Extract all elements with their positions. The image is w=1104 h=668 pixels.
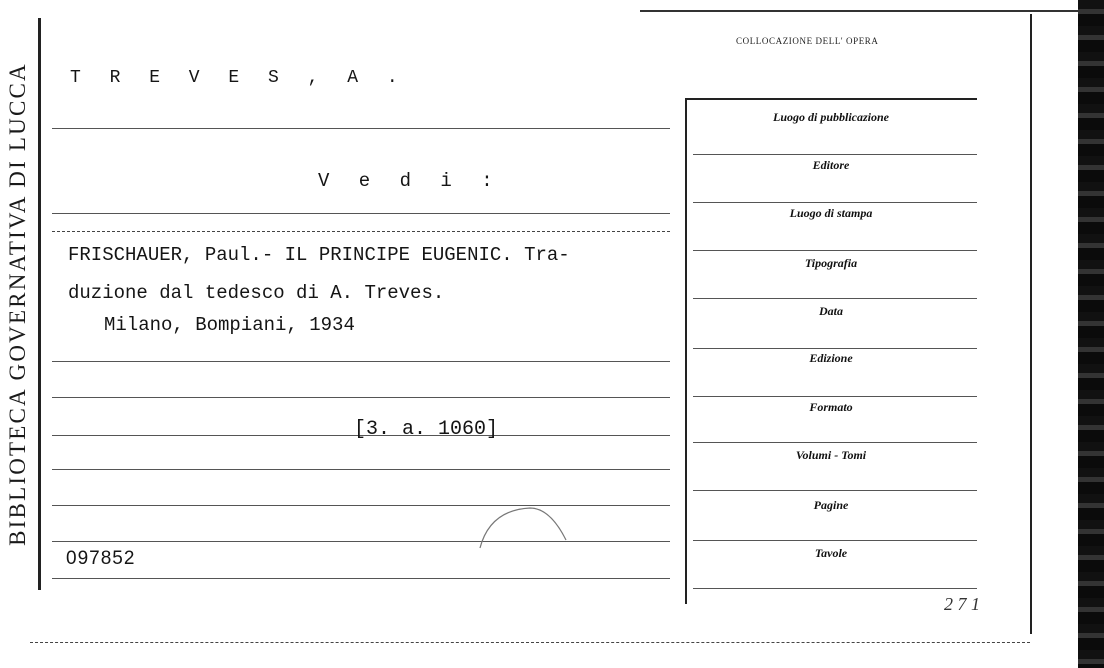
rule	[52, 213, 670, 214]
field-volumi-tomi: Volumi - Tomi	[795, 448, 867, 462]
field-rule	[693, 490, 977, 491]
left-border	[38, 18, 41, 590]
shelfmark: [3. a. 1060]	[354, 418, 499, 441]
entry-line-1: FRISCHAUER, Paul.- IL PRINCIPE EUGENIC. Tra-	[68, 244, 570, 266]
top-border	[640, 10, 1080, 12]
rule	[52, 128, 670, 129]
field-edizione: Edizione	[809, 351, 853, 365]
entry-line-3: Milano, Bompiani, 1934	[104, 314, 355, 336]
library-stamp: BIBLIOTECA GOVERNATIVA DI LUCCA	[5, 62, 30, 546]
collocation-header: COLLOCAZIONE DELL' OPERA	[736, 36, 879, 46]
entry-line-2: duzione dal tedesco di A. Treves.	[68, 282, 445, 304]
field-rule	[693, 396, 977, 397]
field-tavole: Tavole	[814, 546, 848, 560]
field-rule	[693, 348, 977, 349]
field-tipografia: Tipografia	[804, 256, 858, 270]
bibliographic-fields-panel	[685, 98, 977, 608]
rule	[52, 397, 670, 398]
see-reference: V e d i :	[318, 170, 502, 192]
rule	[52, 361, 670, 362]
rule	[52, 469, 670, 470]
field-rule	[693, 540, 977, 541]
heading-author: T R E V E S , A .	[70, 68, 407, 88]
field-data: Data	[819, 304, 843, 318]
inventory-number: 097852	[66, 548, 136, 569]
field-rule	[693, 250, 977, 251]
scan-edge-shadow	[1078, 0, 1104, 668]
right-border	[1030, 14, 1032, 634]
field-pagine: Pagine	[813, 498, 849, 512]
rule	[30, 642, 1030, 643]
card-hole-mark	[470, 500, 580, 560]
field-luogo-stampa: Luogo di stampa	[789, 206, 873, 220]
field-luogo-pubblicazione: Luogo di pubblicazione	[772, 110, 889, 124]
field-formato: Formato	[809, 400, 853, 414]
field-rule	[693, 154, 977, 155]
field-rule	[693, 442, 977, 443]
pencil-note: 2 7 1	[944, 594, 980, 614]
rule	[52, 578, 670, 579]
rule	[52, 231, 670, 232]
field-editore: Editore	[812, 158, 850, 172]
field-rule	[693, 298, 977, 299]
field-rule	[693, 588, 977, 589]
panel-top	[685, 98, 977, 100]
field-rule	[693, 202, 977, 203]
